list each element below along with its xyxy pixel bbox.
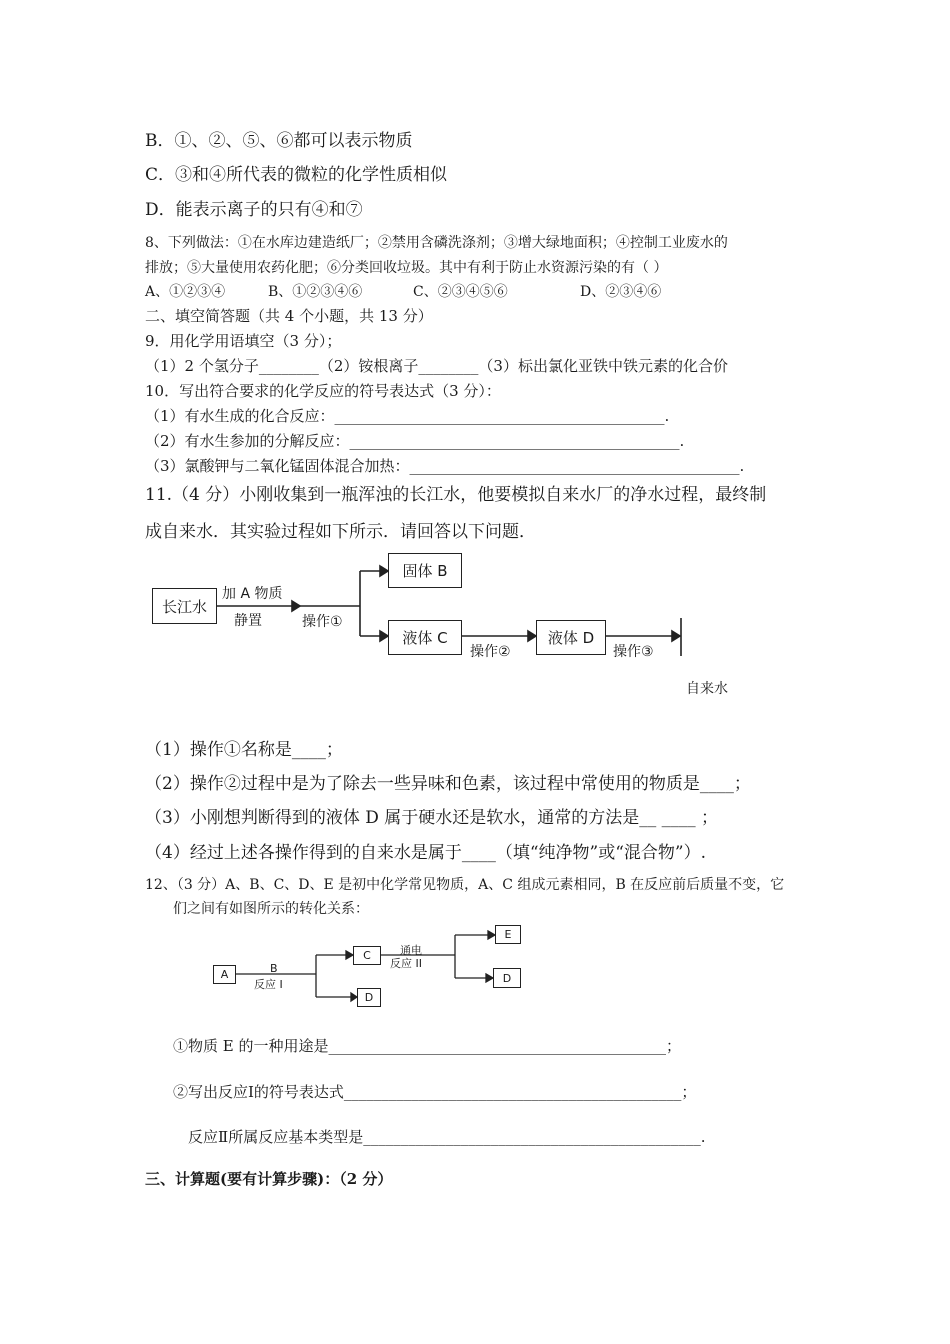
q12-item-3: 反应Ⅱ所属反应基本类型是_____________________________________________. bbox=[188, 1128, 706, 1146]
q10-item-3: （3）氯酸钾与二氧化锰固体混合加热：____________________________________________. bbox=[145, 457, 745, 475]
q9-title: 9．用化学用语填空（3 分）； bbox=[145, 332, 342, 350]
node-e: E bbox=[495, 925, 521, 944]
option-c: C．③和④所代表的微粒的化学性质相似 bbox=[145, 165, 448, 185]
q12-item-1: ①物质 E 的一种用途是_____________________________________________； bbox=[173, 1037, 681, 1055]
q11-line2: 成自来水．其实验过程如下所示．请回答以下问题． bbox=[145, 522, 536, 542]
op3-label: 操作③ bbox=[613, 644, 654, 660]
section3-title: 三、计算题(要有计算步骤)：（2 分） bbox=[145, 1170, 393, 1188]
q8-option-b: B、①②③④⑥ bbox=[268, 284, 363, 300]
option-d: D．能表示离子的只有④和⑦ bbox=[145, 200, 363, 220]
node-d-bottom: D bbox=[357, 988, 381, 1007]
q11-item-4: （4）经过上述各操作得到的自来水是属于____（填“纯净物”或“混合物”）. bbox=[145, 843, 706, 863]
node-solid-b: 固体 B bbox=[388, 553, 462, 588]
node-yangtze-water: 长江水 bbox=[152, 588, 217, 624]
node-c: C bbox=[353, 946, 381, 965]
label-electrify: 通电 bbox=[400, 944, 422, 957]
q11-item-1: （1）操作①名称是____； bbox=[145, 740, 343, 760]
node-liquid-c: 液体 C bbox=[388, 620, 462, 655]
op2-label: 操作② bbox=[470, 644, 511, 660]
q9-line: （1）2 个氢分子________（2）铵根离子________（3）标出氯化亚铁中铁元素的化合价 bbox=[145, 357, 728, 375]
section2-title: 二、填空简答题（共 4 个小题，共 13 分） bbox=[145, 307, 433, 325]
node-a: A bbox=[213, 965, 236, 984]
q11-item-2: （2）操作②过程中是为了除去一些异味和色素，该过程中常使用的物质是____； bbox=[145, 774, 751, 794]
arrow1-top-label: 加 A 物质 bbox=[222, 586, 283, 602]
q8-option-a: A、①②③④ bbox=[145, 284, 226, 300]
node-tap-water: 自来水 bbox=[686, 681, 728, 697]
q10-title: 10．写出符合要求的化学反应的符号表达式（3 分）： bbox=[145, 382, 501, 400]
q10-item-1: （1）有水生成的化合反应：____________________________________________. bbox=[145, 407, 670, 425]
q10-item-2: （2）有水生参加的分解反应：____________________________________________. bbox=[145, 432, 685, 450]
node-d-right: D bbox=[493, 968, 521, 988]
label-b: B bbox=[270, 962, 278, 975]
q12-line1: 12、（3 分）A、B、C、D、E 是初中化学常见物质，A、C 组成元素相同，B 在反应前后质量不变，它 bbox=[145, 877, 785, 893]
label-reaction-1: 反应 I bbox=[254, 978, 283, 991]
q12-line2: 们之间有如图所示的转化关系： bbox=[173, 901, 369, 917]
label-reaction-2: 反应 II bbox=[390, 957, 422, 970]
q11-item-3: （3）小刚想判断得到的液体 D 属于硬水还是软水，通常的方法是__ ____ ； bbox=[145, 808, 719, 828]
q8-option-d: D、②③④⑥ bbox=[580, 284, 662, 300]
q8-option-c: C、②③④⑤⑥ bbox=[413, 284, 508, 300]
op1-label: 操作① bbox=[302, 614, 343, 630]
q8-line1: 8、下列做法：①在水库边建造纸厂；②禁用含磷洗涤剂；③增大绿地面积；④控制工业废水的 bbox=[145, 235, 728, 251]
q12-item-2: ②写出反应Ⅰ的符号表达式_____________________________________________； bbox=[173, 1083, 697, 1101]
option-b: B．①、②、⑤、⑥都可以表示物质 bbox=[145, 131, 413, 151]
q11-line1: 11.（4 分）小刚收集到一瓶浑浊的长江水，他要模拟自来水厂的净水过程，最终制 bbox=[145, 485, 767, 505]
q8-line2: 排放；⑤大量使用农药化肥；⑥分类回收垃圾。其中有利于防止水资源污染的有（ ） bbox=[145, 260, 668, 276]
arrow1-bottom-label: 静置 bbox=[234, 613, 262, 629]
node-liquid-d: 液体 D bbox=[536, 620, 606, 655]
